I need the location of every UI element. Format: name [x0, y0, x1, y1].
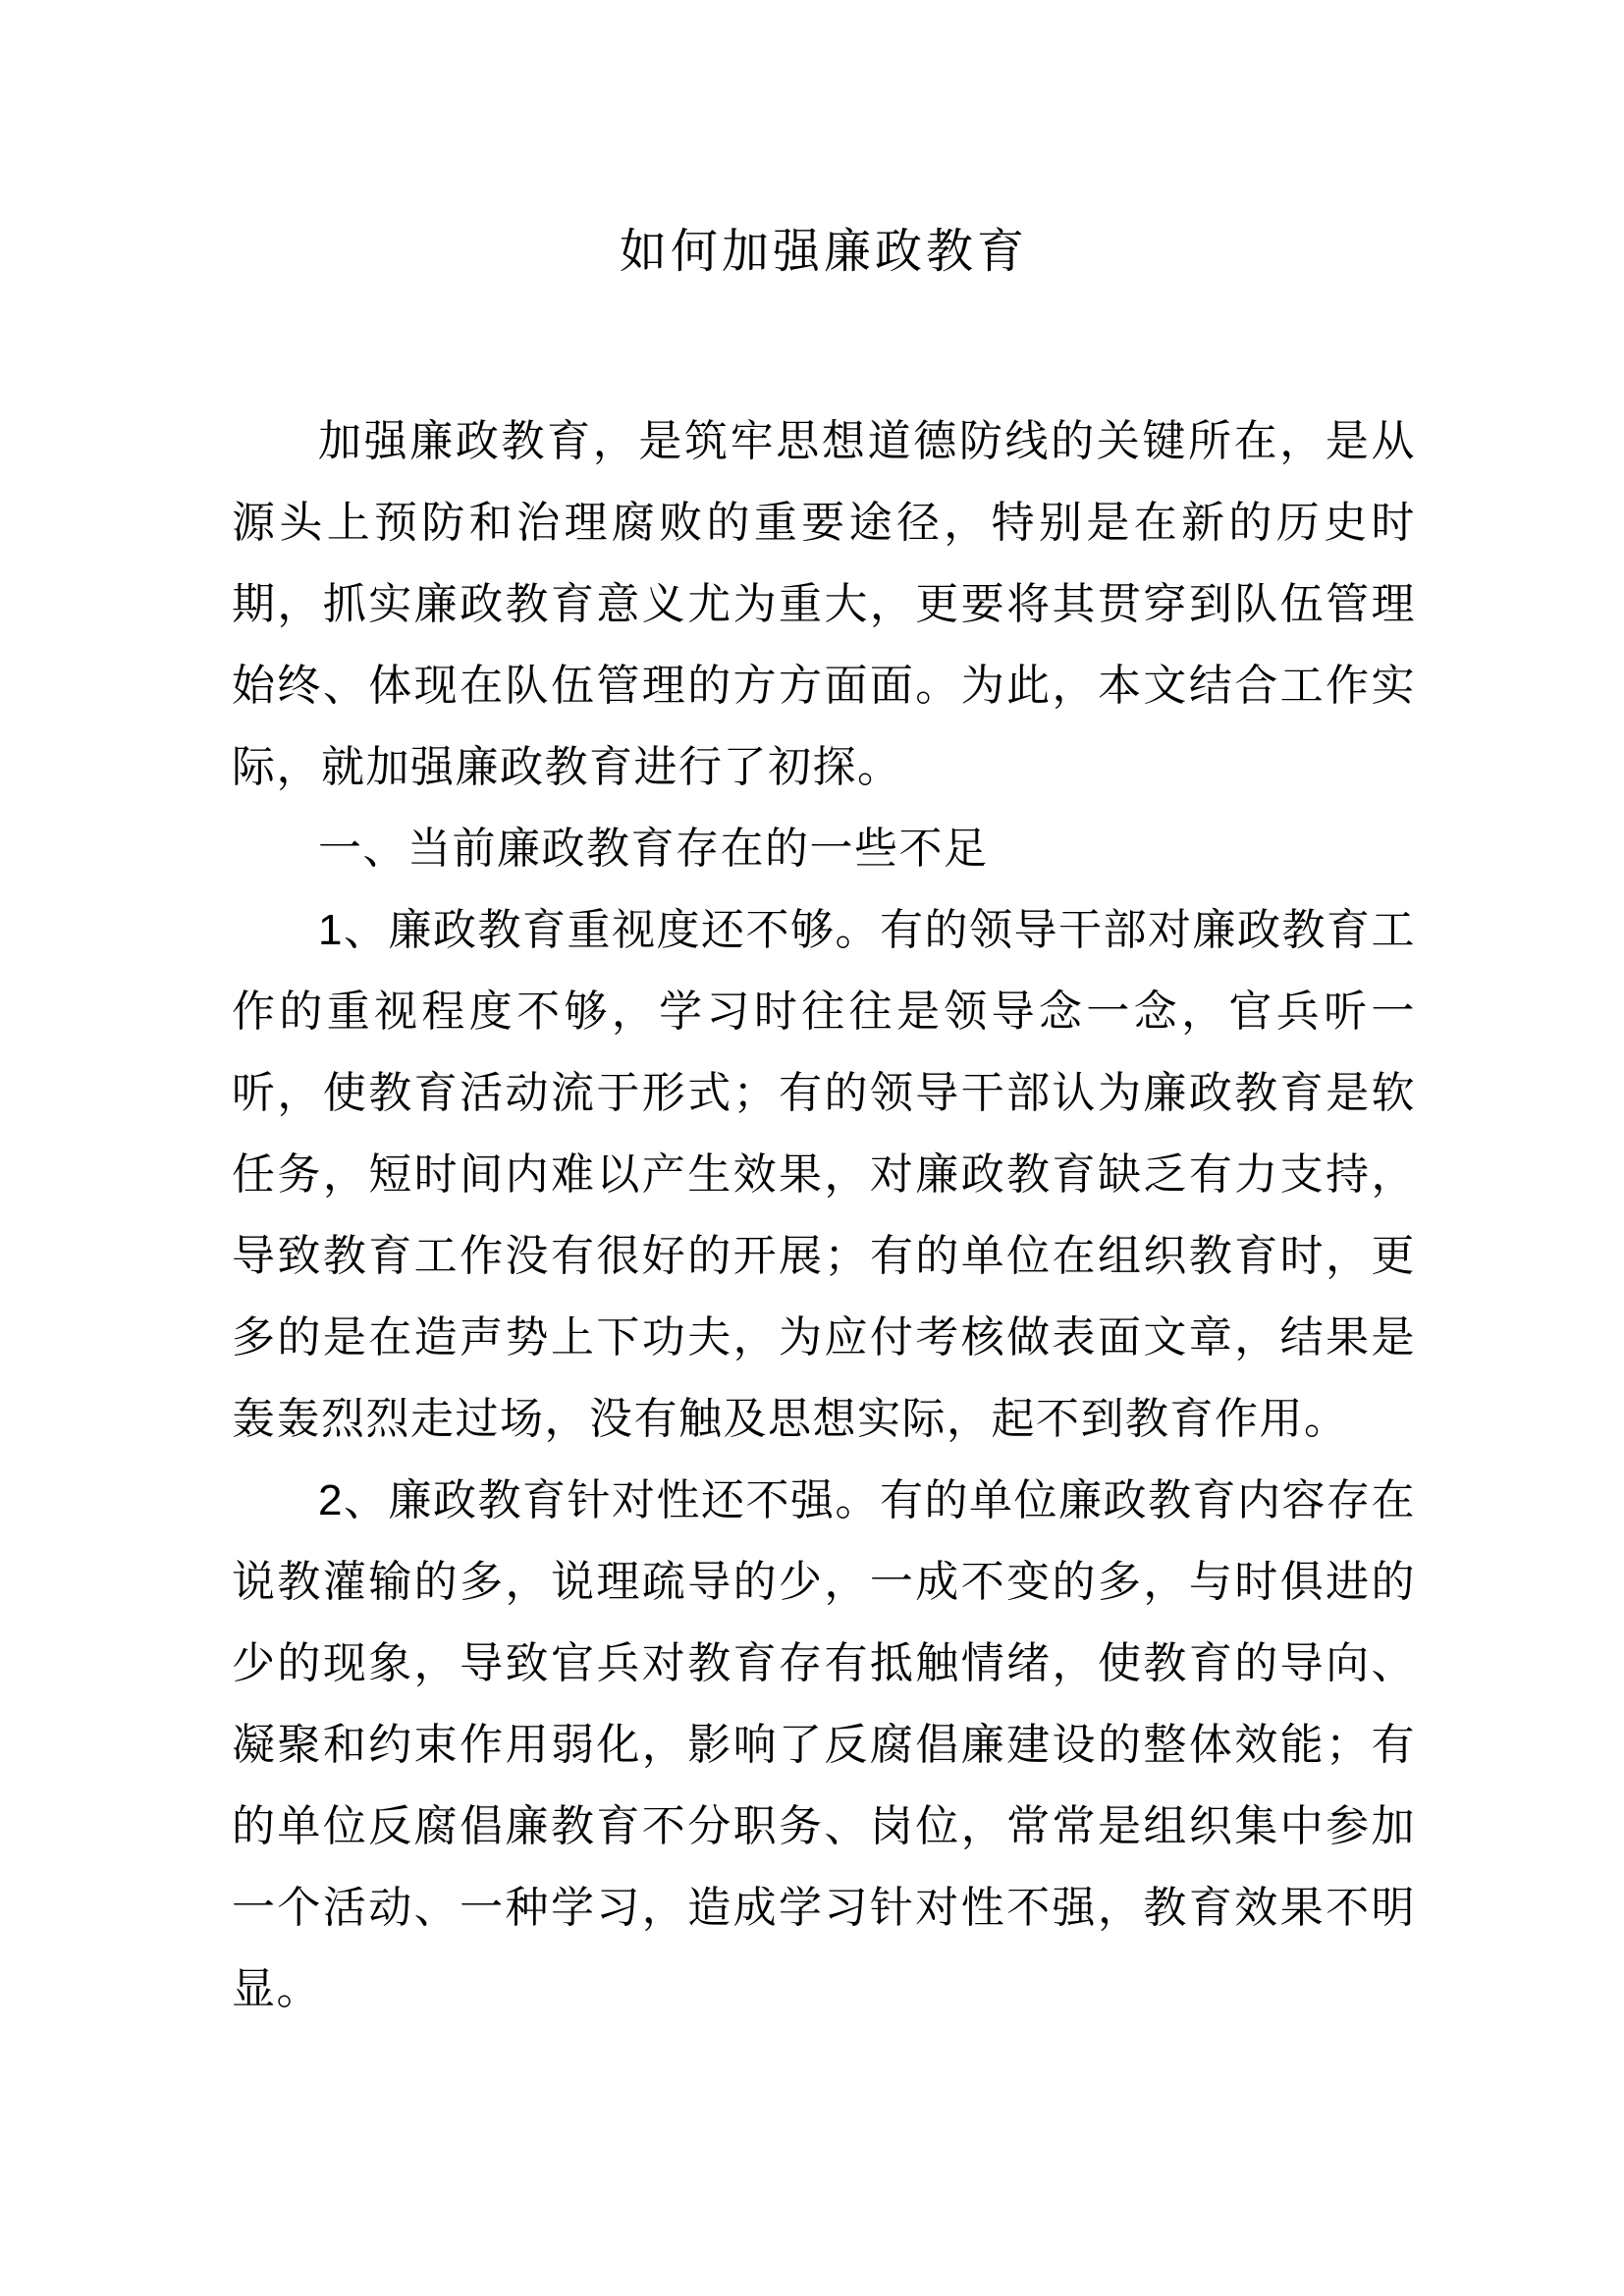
paragraph-intro: 加强廉政教育，是筑牢思想道德防线的关键所在，是从源头上预防和治理腐败的重要途径，特别是在新的历史时期，抓实廉政教育意义尤为重大，更要将其贯穿到队伍管理始终、体现在队伍管理的方方面面。为此，本文结合工作实际，就加强廉政教育进行了初探。 — [232, 417, 1416, 791]
doc-title: 如何加强廉政教育 — [619, 226, 1028, 278]
paragraph-point-2: 2、廉政教育针对性还不强。有的单位廉政教育内容存在说教灌输的多，说理疏导的少，一成不变的多，与时俱进的少的现象，导致官兵对教育存有抵触情绪，使教育的导向、凝聚和约束作用弱化，影响了反腐倡廉建设的整体效能；有的单位反腐倡廉教育不分职务、岗位，常常是组织集中参加一个活动、一种学习，造成学习针对性不强，教育效果不明显。 — [232, 1476, 1416, 2013]
doc-body — [232, 400, 1416, 2030]
section-heading-1: 一、当前廉政教育存在的一些不足 — [318, 825, 989, 873]
paragraph-point-1: 1、廉政教育重视度还不够。有的领导干部对廉政教育工作的重视程度不够，学习时往往是领导念一念，官兵听一听，使教育活动流于形式；有的领导干部认为廉政教育是软任务，短时间内难以产生效果，对廉政教育缺乏有力支持，导致教育工作没有很好的开展；有的单位在组织教育时，更多的是在造声势上下功夫，为应付考核做表面文章，结果是轰轰烈烈走过场，没有触及思想实际，起不到教育作用。 — [232, 906, 1416, 1443]
